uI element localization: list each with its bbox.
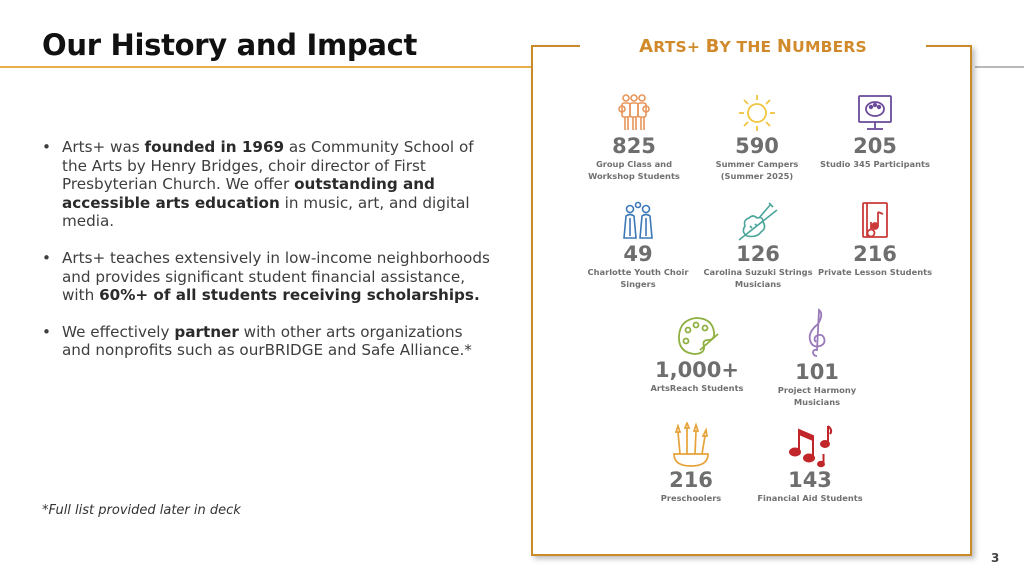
slide-title: Our History and Impact: [42, 28, 418, 62]
stat-youth-choir: [573, 200, 703, 290]
stat-private-lesson: [810, 200, 940, 278]
group-people-icon: [613, 92, 655, 134]
panel-title: ARTS+ BY THE NUMBERS: [639, 36, 867, 57]
stat-project-harmony: [752, 306, 882, 408]
bullet-partners: • We effectively partner with other arts organizations and nonprofits such as ourBRIDGE and Safe Alliance.*: [42, 323, 492, 360]
stat-number: 825: [612, 134, 656, 158]
choir-icon: [617, 200, 659, 242]
stat-number: 1,000+: [654, 358, 740, 382]
stat-label: Carolina Suzuki Strings Musicians: [703, 267, 813, 289]
music-book-icon: [854, 200, 896, 242]
stat-number: 101: [795, 360, 839, 384]
stat-number: 49: [623, 242, 653, 266]
paint-palette-icon: [674, 314, 720, 358]
title-underline: [0, 66, 531, 68]
bullet-list: [42, 138, 492, 378]
right-divider-line: [975, 66, 1024, 68]
stat-financial-aid: [745, 422, 875, 504]
stat-label: ArtsReach Students: [650, 383, 744, 393]
stat-number: 216: [853, 242, 897, 266]
footnote: *Full list provided later in deck: [42, 503, 241, 518]
stat-label: Private Lesson Students: [817, 267, 933, 277]
stat-number: 126: [736, 242, 780, 266]
bullet-founded: • Arts+ was founded in 1969 as Community School of the Arts by Henry Bridges, choir director of First Presbyterian Church. We offer outstanding and accessible arts education in music, art, and digital media.: [42, 138, 492, 231]
stat-label: Studio 345 Participants: [820, 159, 930, 169]
treble-clef-icon: [802, 306, 832, 360]
art-supplies-icon: [668, 422, 714, 468]
stat-number: 590: [735, 134, 779, 158]
stat-label: Project Harmony Musicians: [777, 385, 857, 407]
stat-label: Preschoolers: [660, 493, 722, 503]
bullet-scholarships: • Arts+ teaches extensively in low-income neighborhoods and provides significant student financial assistance, with 60%+ of all students receiving scholarships.: [42, 249, 492, 305]
stat-studio-345: [810, 92, 940, 170]
stat-label: Charlotte Youth Choir Singers: [587, 267, 689, 289]
stat-summer-campers: [692, 92, 822, 182]
stat-number: 216: [669, 468, 713, 492]
stat-number: 205: [853, 134, 897, 158]
sun-icon: [736, 92, 778, 134]
music-notes-icon: [785, 422, 835, 468]
page-number: 3: [991, 551, 1000, 565]
stat-label: Group Class and Workshop Students: [588, 159, 680, 181]
stat-suzuki-strings: [693, 200, 823, 290]
stat-preschoolers: [626, 422, 756, 504]
stat-label: Financial Aid Students: [757, 493, 863, 503]
violin-icon: [735, 200, 781, 242]
stat-group-class: [569, 92, 699, 182]
stat-number: 143: [788, 468, 832, 492]
stat-artsreach: [632, 314, 762, 394]
computer-palette-icon: [854, 92, 896, 134]
stat-label: Summer Campers (Summer 2025): [715, 159, 799, 181]
